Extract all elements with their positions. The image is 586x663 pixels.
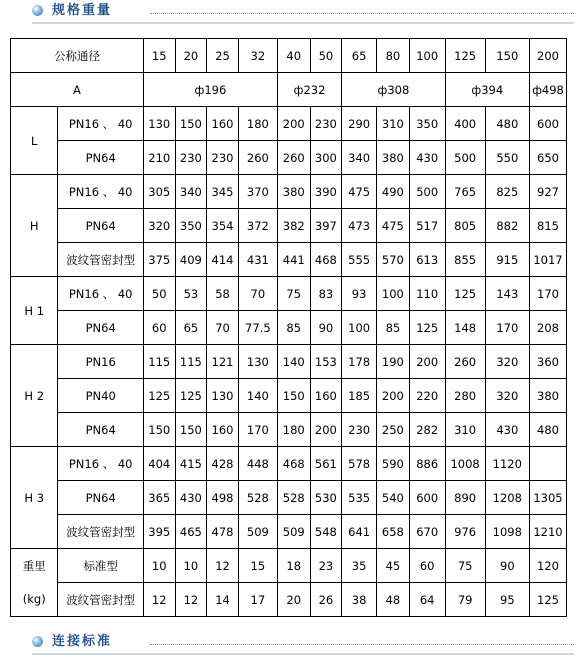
value-cell: 927 bbox=[529, 175, 566, 209]
header-underline bbox=[32, 653, 574, 655]
value-cell: 290 bbox=[342, 107, 377, 141]
table-row bbox=[11, 515, 567, 549]
sub-label-cell: PN16 、 40 bbox=[58, 447, 143, 481]
dn-cell: 200 bbox=[529, 39, 566, 73]
value-cell: 65 bbox=[175, 311, 207, 345]
value-cell: 310 bbox=[445, 413, 485, 447]
value-cell: 670 bbox=[409, 515, 445, 549]
value-cell: 121 bbox=[207, 345, 239, 379]
value-cell: 1208 bbox=[485, 481, 529, 515]
a-value-cell: ф196 bbox=[143, 73, 277, 107]
table-row bbox=[11, 481, 567, 515]
value-cell: 372 bbox=[238, 209, 277, 243]
value-cell: 200 bbox=[277, 107, 310, 141]
value-cell: 380 bbox=[529, 379, 566, 413]
table-header-row bbox=[11, 39, 567, 73]
a-value-cell: ф232 bbox=[277, 73, 341, 107]
sub-label-cell: PN16 bbox=[58, 345, 143, 379]
value-cell: 548 bbox=[310, 515, 342, 549]
weight-value-cell: 60 bbox=[409, 549, 445, 583]
value-cell: 148 bbox=[445, 311, 485, 345]
value-cell: 310 bbox=[377, 107, 410, 141]
weight-value-cell: 15 bbox=[238, 549, 277, 583]
weight-value-cell: 95 bbox=[485, 583, 529, 617]
value-cell: 409 bbox=[175, 243, 207, 277]
weight-value-cell: 35 bbox=[342, 549, 377, 583]
value-cell: 578 bbox=[342, 447, 377, 481]
value-cell: 230 bbox=[342, 413, 377, 447]
dn-cell: 80 bbox=[377, 39, 410, 73]
value-cell: 397 bbox=[310, 209, 342, 243]
value-cell: 530 bbox=[310, 481, 342, 515]
a-value-cell: ф498 bbox=[529, 73, 566, 107]
value-cell: 260 bbox=[445, 345, 485, 379]
value-cell: 90 bbox=[310, 311, 342, 345]
dn-cell: 50 bbox=[310, 39, 342, 73]
value-cell: 915 bbox=[485, 243, 529, 277]
value-cell: 882 bbox=[485, 209, 529, 243]
value-cell: 320 bbox=[485, 379, 529, 413]
value-cell: 468 bbox=[277, 447, 310, 481]
value-cell: 855 bbox=[445, 243, 485, 277]
a-value-cell: ф308 bbox=[342, 73, 445, 107]
dotted-divider bbox=[150, 644, 574, 645]
value-cell: 125 bbox=[143, 379, 175, 413]
value-cell: 509 bbox=[238, 515, 277, 549]
group-label-cell: H 1 bbox=[11, 277, 58, 345]
a-value-cell: ф394 bbox=[445, 73, 529, 107]
value-cell: 500 bbox=[409, 175, 445, 209]
value-cell: 498 bbox=[207, 481, 239, 515]
value-cell: 765 bbox=[445, 175, 485, 209]
weight-value-cell: 125 bbox=[529, 583, 566, 617]
sub-label-cell: 波纹管密封型 bbox=[58, 515, 143, 549]
weight-row bbox=[11, 583, 567, 617]
value-cell: 150 bbox=[175, 107, 207, 141]
value-cell: 300 bbox=[310, 141, 342, 175]
value-cell: 350 bbox=[175, 209, 207, 243]
value-cell: 130 bbox=[143, 107, 175, 141]
value-cell: 50 bbox=[143, 277, 175, 311]
value-cell: 130 bbox=[238, 345, 277, 379]
value-cell: 641 bbox=[342, 515, 377, 549]
value-cell: 282 bbox=[409, 413, 445, 447]
sub-label-cell: PN64 bbox=[58, 481, 143, 515]
value-cell: 115 bbox=[175, 345, 207, 379]
sub-label-cell: PN64 bbox=[58, 311, 143, 345]
value-cell: 125 bbox=[175, 379, 207, 413]
dn-cell: 25 bbox=[207, 39, 239, 73]
value-cell: 100 bbox=[377, 277, 410, 311]
value-cell: 415 bbox=[175, 447, 207, 481]
value-cell: 540 bbox=[377, 481, 410, 515]
connection-standard-section-header bbox=[0, 633, 586, 657]
table-row-a bbox=[11, 73, 567, 107]
value-cell: 431 bbox=[238, 243, 277, 277]
value-cell: 375 bbox=[143, 243, 175, 277]
value-cell: 305 bbox=[143, 175, 175, 209]
value-cell: 140 bbox=[277, 345, 310, 379]
value-cell: 805 bbox=[445, 209, 485, 243]
table-row bbox=[11, 379, 567, 413]
spec-weight-section-header bbox=[0, 2, 586, 26]
value-cell: 178 bbox=[342, 345, 377, 379]
value-cell: 428 bbox=[207, 447, 239, 481]
table-row bbox=[11, 243, 567, 277]
a-label-cell: A bbox=[11, 73, 144, 107]
section-title: 连接标准 bbox=[52, 634, 113, 649]
value-cell: 590 bbox=[377, 447, 410, 481]
value-cell: 320 bbox=[485, 345, 529, 379]
dn-cell: 15 bbox=[143, 39, 175, 73]
value-cell: 555 bbox=[342, 243, 377, 277]
group-label-cell: H 2 bbox=[11, 345, 58, 447]
table-row bbox=[11, 175, 567, 209]
dotted-divider bbox=[150, 13, 574, 14]
dn-cell: 125 bbox=[445, 39, 485, 73]
value-cell: 200 bbox=[310, 413, 342, 447]
sub-label-cell: PN16 、 40 bbox=[58, 107, 143, 141]
value-cell: 600 bbox=[529, 107, 566, 141]
value-cell: 1120 bbox=[485, 447, 529, 481]
value-cell: 125 bbox=[445, 277, 485, 311]
value-cell: 414 bbox=[207, 243, 239, 277]
value-cell: 160 bbox=[207, 107, 239, 141]
value-cell: 220 bbox=[409, 379, 445, 413]
table-row bbox=[11, 107, 567, 141]
value-cell: 1098 bbox=[485, 515, 529, 549]
value-cell: 480 bbox=[485, 107, 529, 141]
value-cell: 130 bbox=[207, 379, 239, 413]
value-cell: 561 bbox=[310, 447, 342, 481]
value-cell: 85 bbox=[377, 311, 410, 345]
weight-value-cell: 10 bbox=[175, 549, 207, 583]
value-cell: 150 bbox=[277, 379, 310, 413]
value-cell: 208 bbox=[529, 311, 566, 345]
dn-cell: 20 bbox=[175, 39, 207, 73]
weight-row bbox=[11, 549, 567, 583]
value-cell: 1305 bbox=[529, 481, 566, 515]
weight-value-cell: 64 bbox=[409, 583, 445, 617]
value-cell: 825 bbox=[485, 175, 529, 209]
value-cell: 370 bbox=[238, 175, 277, 209]
sub-label-cell: 波纹管密封型 bbox=[58, 243, 143, 277]
value-cell: 500 bbox=[445, 141, 485, 175]
table-row bbox=[11, 413, 567, 447]
spec-weight-table bbox=[10, 38, 567, 617]
value-cell: 345 bbox=[207, 175, 239, 209]
value-cell: 570 bbox=[377, 243, 410, 277]
value-cell: 100 bbox=[342, 311, 377, 345]
value-cell: 395 bbox=[143, 515, 175, 549]
weight-label-bottom-cell: (kg) bbox=[11, 583, 58, 617]
value-cell: 365 bbox=[143, 481, 175, 515]
value-cell: 613 bbox=[409, 243, 445, 277]
bullet-icon bbox=[32, 636, 43, 647]
value-cell: 210 bbox=[143, 141, 175, 175]
value-cell: 380 bbox=[277, 175, 310, 209]
value-cell: 150 bbox=[175, 413, 207, 447]
value-cell: 350 bbox=[409, 107, 445, 141]
group-label-cell: H 3 bbox=[11, 447, 58, 549]
value-cell: 230 bbox=[175, 141, 207, 175]
value-cell: 93 bbox=[342, 277, 377, 311]
sub-label-cell: PN64 bbox=[58, 141, 143, 175]
value-cell: 70 bbox=[207, 311, 239, 345]
weight-value-cell: 90 bbox=[485, 549, 529, 583]
sub-label-cell: PN16 、 40 bbox=[58, 277, 143, 311]
value-cell: 478 bbox=[207, 515, 239, 549]
weight-label-top-cell: 重里 bbox=[11, 549, 58, 583]
value-cell: 400 bbox=[445, 107, 485, 141]
weight-value-cell: 120 bbox=[529, 549, 566, 583]
value-cell: 180 bbox=[277, 413, 310, 447]
value-cell: 886 bbox=[409, 447, 445, 481]
value-cell: 490 bbox=[377, 175, 410, 209]
weight-value-cell: 38 bbox=[342, 583, 377, 617]
dn-cell: 65 bbox=[342, 39, 377, 73]
value-cell: 83 bbox=[310, 277, 342, 311]
value-cell: 430 bbox=[409, 141, 445, 175]
value-cell: 340 bbox=[342, 141, 377, 175]
value-cell: 125 bbox=[409, 311, 445, 345]
dn-cell: 40 bbox=[277, 39, 310, 73]
value-cell: 153 bbox=[310, 345, 342, 379]
value-cell: 509 bbox=[277, 515, 310, 549]
sub-label-cell: 波纹管密封型 bbox=[58, 583, 143, 617]
table-row bbox=[11, 277, 567, 311]
value-cell: 190 bbox=[377, 345, 410, 379]
value-cell: 600 bbox=[409, 481, 445, 515]
value-cell: 465 bbox=[175, 515, 207, 549]
weight-value-cell: 45 bbox=[377, 549, 410, 583]
value-cell: 340 bbox=[175, 175, 207, 209]
value-cell: 658 bbox=[377, 515, 410, 549]
dn-cell: 32 bbox=[238, 39, 277, 73]
weight-value-cell: 18 bbox=[277, 549, 310, 583]
value-cell: 110 bbox=[409, 277, 445, 311]
value-cell: 60 bbox=[143, 311, 175, 345]
weight-value-cell: 23 bbox=[310, 549, 342, 583]
value-cell: 1210 bbox=[529, 515, 566, 549]
sub-label-cell: PN40 bbox=[58, 379, 143, 413]
group-label-cell: L bbox=[11, 107, 58, 175]
value-cell: 430 bbox=[485, 413, 529, 447]
sub-label-cell: 标准型 bbox=[58, 549, 143, 583]
value-cell: 58 bbox=[207, 277, 239, 311]
value-cell: 280 bbox=[445, 379, 485, 413]
value-cell: 517 bbox=[409, 209, 445, 243]
value-cell: 143 bbox=[485, 277, 529, 311]
value-cell: 815 bbox=[529, 209, 566, 243]
value-cell: 77.5 bbox=[238, 311, 277, 345]
table-row bbox=[11, 345, 567, 379]
value-cell: 260 bbox=[238, 141, 277, 175]
value-cell: 150 bbox=[143, 413, 175, 447]
value-cell: 390 bbox=[310, 175, 342, 209]
weight-value-cell: 48 bbox=[377, 583, 410, 617]
value-cell: 480 bbox=[529, 413, 566, 447]
value-cell: 404 bbox=[143, 447, 175, 481]
value-cell: 528 bbox=[277, 481, 310, 515]
value-cell: 160 bbox=[207, 413, 239, 447]
value-cell: 170 bbox=[529, 277, 566, 311]
table-row bbox=[11, 311, 567, 345]
value-cell: 976 bbox=[445, 515, 485, 549]
weight-value-cell: 12 bbox=[175, 583, 207, 617]
value-cell: 475 bbox=[342, 175, 377, 209]
dn-cell: 150 bbox=[485, 39, 529, 73]
weight-value-cell: 17 bbox=[238, 583, 277, 617]
value-cell: 75 bbox=[277, 277, 310, 311]
sub-label-cell: PN64 bbox=[58, 209, 143, 243]
value-cell: 320 bbox=[143, 209, 175, 243]
group-label-cell: H bbox=[11, 175, 58, 277]
value-cell: 550 bbox=[485, 141, 529, 175]
value-cell: 160 bbox=[310, 379, 342, 413]
value-cell: 140 bbox=[238, 379, 277, 413]
value-cell: 360 bbox=[529, 345, 566, 379]
sub-label-cell: PN16 、 40 bbox=[58, 175, 143, 209]
table-row bbox=[11, 141, 567, 175]
value-cell: 468 bbox=[310, 243, 342, 277]
weight-value-cell: 26 bbox=[310, 583, 342, 617]
weight-value-cell: 10 bbox=[143, 549, 175, 583]
value-cell: 250 bbox=[377, 413, 410, 447]
value-cell: 260 bbox=[277, 141, 310, 175]
value-cell: 528 bbox=[238, 481, 277, 515]
weight-value-cell: 12 bbox=[143, 583, 175, 617]
value-cell: 475 bbox=[377, 209, 410, 243]
table-body bbox=[11, 39, 567, 617]
value-cell: 185 bbox=[342, 379, 377, 413]
header-underline bbox=[32, 22, 574, 24]
dn-cell: 100 bbox=[409, 39, 445, 73]
table-row bbox=[11, 447, 567, 481]
value-cell: 115 bbox=[143, 345, 175, 379]
header-label-cell: 公称通径 bbox=[11, 39, 144, 73]
value-cell: 53 bbox=[175, 277, 207, 311]
value-cell: 230 bbox=[207, 141, 239, 175]
value-cell: 200 bbox=[409, 345, 445, 379]
value-cell: 170 bbox=[238, 413, 277, 447]
weight-value-cell: 12 bbox=[207, 549, 239, 583]
value-cell: 230 bbox=[310, 107, 342, 141]
sub-label-cell: PN64 bbox=[58, 413, 143, 447]
value-cell: 70 bbox=[238, 277, 277, 311]
value-cell: 1008 bbox=[445, 447, 485, 481]
value-cell bbox=[529, 447, 566, 481]
value-cell: 380 bbox=[377, 141, 410, 175]
value-cell: 200 bbox=[377, 379, 410, 413]
value-cell: 448 bbox=[238, 447, 277, 481]
weight-value-cell: 75 bbox=[445, 549, 485, 583]
value-cell: 890 bbox=[445, 481, 485, 515]
value-cell: 441 bbox=[277, 243, 310, 277]
section-title: 规格重量 bbox=[52, 3, 113, 18]
value-cell: 650 bbox=[529, 141, 566, 175]
weight-value-cell: 79 bbox=[445, 583, 485, 617]
bullet-icon bbox=[32, 5, 43, 16]
value-cell: 535 bbox=[342, 481, 377, 515]
value-cell: 473 bbox=[342, 209, 377, 243]
value-cell: 430 bbox=[175, 481, 207, 515]
value-cell: 170 bbox=[485, 311, 529, 345]
value-cell: 85 bbox=[277, 311, 310, 345]
value-cell: 180 bbox=[238, 107, 277, 141]
weight-value-cell: 20 bbox=[277, 583, 310, 617]
weight-value-cell: 14 bbox=[207, 583, 239, 617]
value-cell: 382 bbox=[277, 209, 310, 243]
value-cell: 1017 bbox=[529, 243, 566, 277]
table-row bbox=[11, 209, 567, 243]
value-cell: 354 bbox=[207, 209, 239, 243]
